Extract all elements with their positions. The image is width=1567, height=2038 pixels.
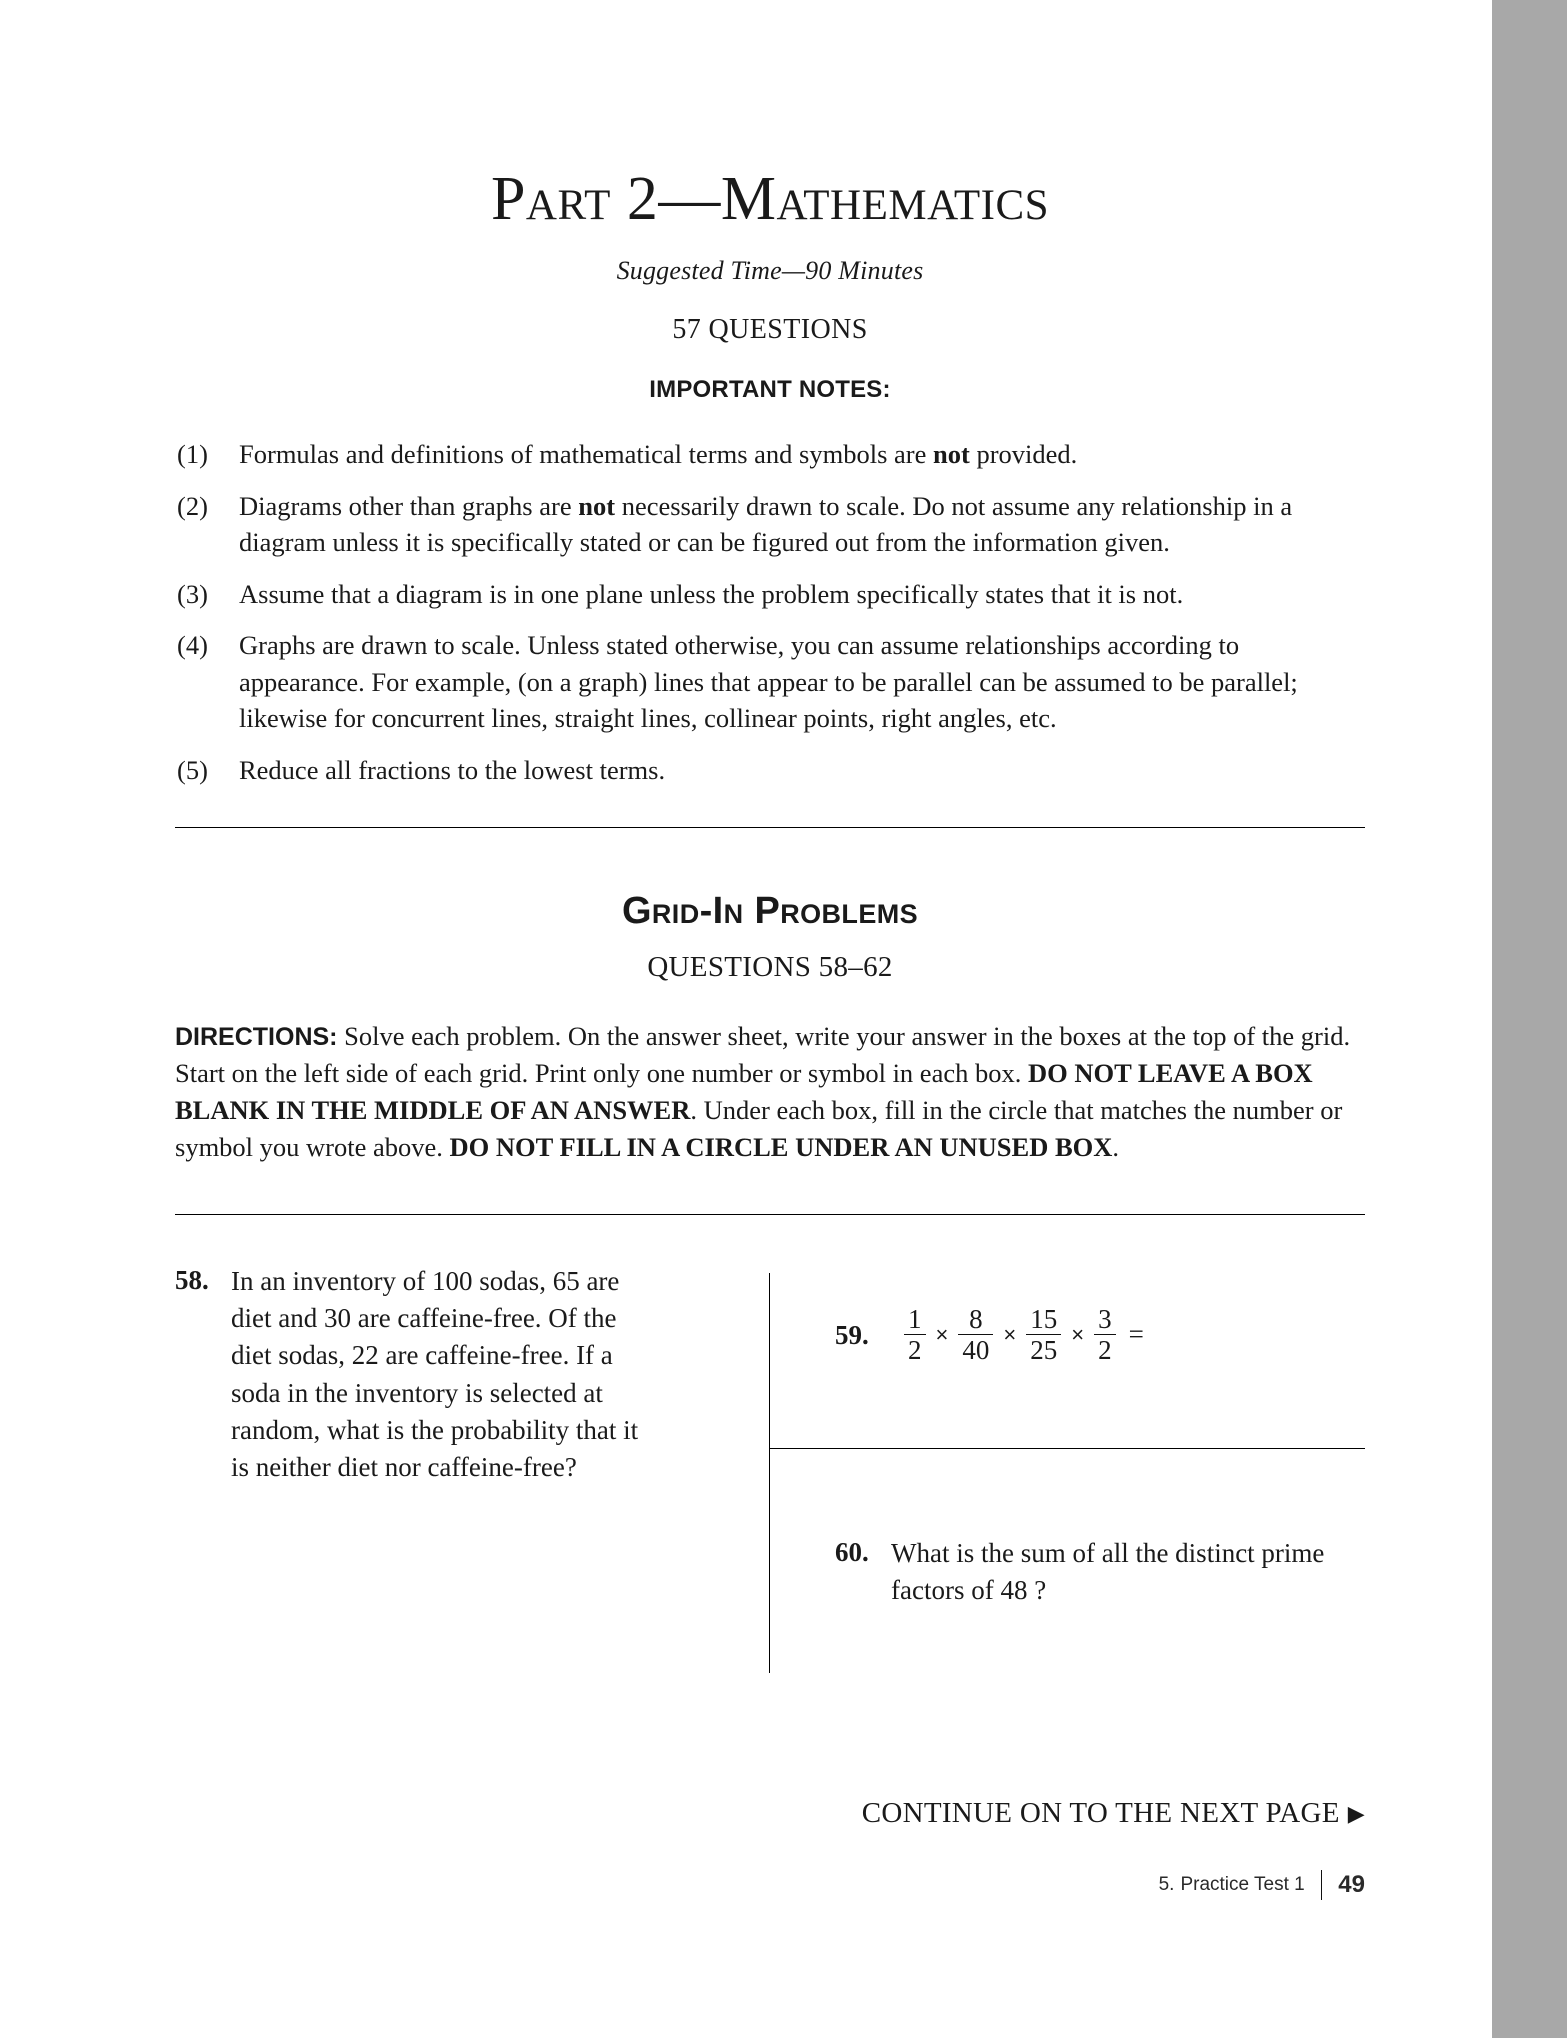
math-expression	[891, 1305, 1144, 1365]
note-text: Assume that a diagram is in one plane unless the problem specifically states that it is not.	[239, 578, 1184, 609]
question-58	[175, 1263, 645, 1487]
questions-area	[175, 1263, 1365, 1733]
footer-chapter-name: Practice Test 1	[1180, 1874, 1305, 1895]
fraction-numerator: 3	[1098, 1303, 1112, 1334]
row-divider	[769, 1448, 1365, 1449]
directions-paragraph	[175, 1018, 1365, 1166]
fraction-numerator: 1	[908, 1303, 922, 1334]
note-text	[239, 436, 1365, 473]
note-text-pre: Formulas and definitions of mathematical terms and symbols are	[239, 439, 933, 469]
footer-chapter-number: 5.	[1158, 1874, 1175, 1895]
directions-emphasis-2: DO NOT FILL IN A CIRCLE UNDER AN UNUSED BOX	[449, 1131, 1113, 1162]
gridin-heading: Grid-In Problems	[621, 889, 919, 932]
page-edge-strip	[1492, 0, 1567, 2038]
page-content	[175, 0, 1365, 1733]
section-divider-top	[175, 827, 1365, 828]
page-title: Part 2—Mathematics	[490, 165, 1050, 233]
fraction-3	[1026, 1305, 1061, 1365]
note-item	[175, 488, 1365, 561]
note-number: (4)	[177, 630, 208, 661]
note-text-post: provided.	[969, 439, 1078, 469]
question-text: In an inventory of 100 sodas, 65 are diet and 30 are caffeine-free. Of the diet sodas, 22 are caffeine-free. If a soda in the inventory is selected at random, what is the probability that it is neither diet nor caffeine-free?	[231, 1265, 639, 1483]
directions-text-3: .	[1112, 1131, 1120, 1162]
multiply-icon: ×	[1003, 1321, 1017, 1347]
note-text-pre: Diagrams other than graphs are	[239, 490, 579, 521]
suggested-time: Suggested Time—90 Minutes	[616, 256, 924, 285]
page-number: 49	[1338, 1871, 1365, 1898]
continue-notice	[175, 1797, 1365, 1830]
note-item	[175, 436, 1365, 473]
note-number: (3)	[177, 578, 208, 609]
fraction-numerator: 15	[1030, 1303, 1058, 1334]
fraction-denominator: 40	[958, 1334, 993, 1364]
multiply-icon: ×	[1071, 1321, 1085, 1347]
directions-text-1: Solve each problem. On the answer sheet, write your answer in the boxes at the top of the grid. Start on the left side of each grid. Print only one number or symbol in each box.	[175, 1020, 1351, 1088]
note-text: Reduce all fractions to the lowest terms.	[239, 754, 666, 785]
triangle-right-icon: ▶	[1347, 1801, 1365, 1826]
note-text	[239, 488, 1365, 561]
equals-sign: =	[1128, 1319, 1144, 1350]
fraction-4	[1094, 1305, 1116, 1365]
note-text-post: necessarily drawn to scale. Do not assume any relationship in a diagram unless it is specifically stated or can be figured out from the information given.	[239, 490, 1293, 558]
multiply-icon: ×	[935, 1321, 949, 1347]
footer-divider	[1321, 1870, 1323, 1900]
fraction-denominator: 2	[1094, 1334, 1116, 1364]
note-text-emphasis: not	[933, 439, 970, 469]
note-text: Graphs are drawn to scale. Unless stated otherwise, you can assume relationships according to appearance. For example, (on a graph) lines that appear to be parallel can be assumed to be parallel; likewise for concurrent lines, straight lines, collinear points, right angles, etc.	[239, 630, 1298, 734]
fraction-1	[904, 1305, 926, 1365]
note-text-emphasis: not	[578, 490, 616, 521]
question-count: 57 QUESTIONS	[672, 314, 868, 345]
question-59	[835, 1305, 1365, 1365]
column-divider	[769, 1273, 770, 1673]
fraction-numerator: 8	[969, 1303, 983, 1334]
note-item	[175, 752, 1365, 789]
question-number: 59.	[835, 1320, 869, 1351]
note-item	[175, 576, 1365, 613]
note-number: (5)	[177, 754, 208, 785]
question-number: 58.	[175, 1264, 209, 1295]
gridin-question-range: QUESTIONS 58–62	[647, 950, 893, 983]
important-notes-list	[175, 436, 1365, 789]
note-number: (1)	[177, 439, 208, 469]
fraction-denominator: 25	[1026, 1334, 1061, 1364]
page-footer	[175, 1870, 1365, 1900]
directions-emphasis-1: DO NOT LEAVE A BOX BLANK IN THE MIDDLE OF AN ANSWER	[175, 1057, 1313, 1125]
note-number: (2)	[177, 490, 208, 521]
question-60	[835, 1535, 1365, 1610]
note-item	[175, 627, 1365, 737]
directions-label: DIRECTIONS:	[175, 1022, 338, 1051]
continue-text: CONTINUE ON TO THE NEXT PAGE	[861, 1797, 1340, 1829]
important-notes-heading: IMPORTANT NOTES:	[649, 376, 891, 403]
fraction-denominator: 2	[904, 1334, 926, 1364]
directions-text-2: . Under each box, fill in the circle that matches the number or symbol you wrote above.	[175, 1094, 1343, 1162]
section-divider-mid	[175, 1214, 1365, 1215]
fraction-2	[958, 1305, 993, 1365]
question-text: What is the sum of all the distinct prime factors of 48 ?	[891, 1537, 1325, 1606]
question-number: 60.	[835, 1536, 869, 1567]
